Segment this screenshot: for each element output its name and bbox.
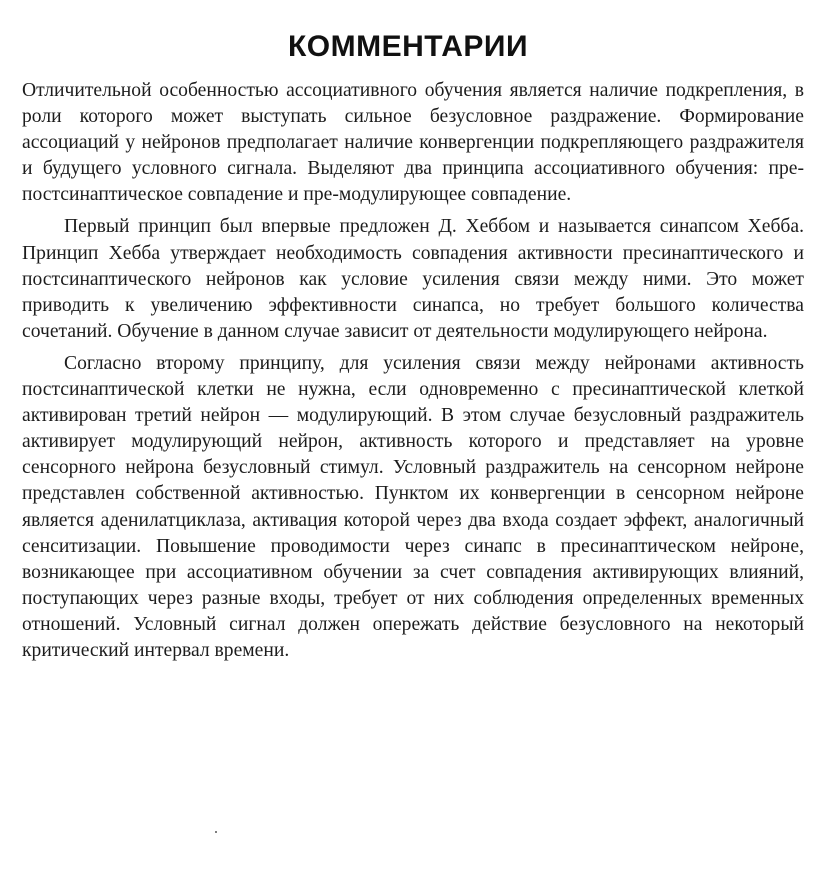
scan-speck	[215, 831, 217, 833]
paragraph-1: Отличительной особенностью ассоциативного обучения является наличие подкрепления, в роли которого может выступать сильное безусловное раздражение. Формирование ассоциаций у нейронов предполагает наличие конвергенции подкрепляющего раздражителя и будущего условного сигнала. Выделяют два принципа ассоциативного обучения: пре-постсинаптическое совпадение и пре-модулирующее совпадение.	[22, 80, 804, 206]
paragraph-2: Первый принцип был впервые предложен Д. Хеббом и называется синапсом Хебба. Принцип Хебба утверждает необходимость совпадения активности пресинаптического и постсинаптического нейронов как условие усиления связи между ними. Это может приводить к увеличению эффективности синапса, но требует большого количества сочетаний. Обучение в данном случае зависит от деятельности модулирующего нейрона.	[22, 216, 804, 342]
paragraph-3: Согласно второму принципу, для усиления связи между нейронами активность постсинаптической клетки не нужна, если одновременно с пресинаптической клеткой активирован третий нейрон — модулирующий. В этом случае безусловный раздражитель активирует модулирующий нейрон, активность которого и представляет на уровне сенсорного нейрона безусловный стимул. Условный раздражитель на сенсорном нейроне представлен собственной активностью. Пунктом их конвергенции в сенсорном нейроне является аденилатциклаза, активация которой через два входа создает эффект, аналогичный сенситизации. Повышение проводимости через синапс в пресинаптическом нейроне, возникающее при ассоциативном обучении за счет совпадения активирующих влияний, поступающих через разные входы, требует от них соблюдения определенных временных отношений. Условный сигнал должен опережать действие безусловного на некоторый критический интервал времени.	[22, 352, 804, 661]
body-text	[22, 78, 804, 664]
page-title: КОММЕНТАРИИ	[287, 30, 529, 63]
